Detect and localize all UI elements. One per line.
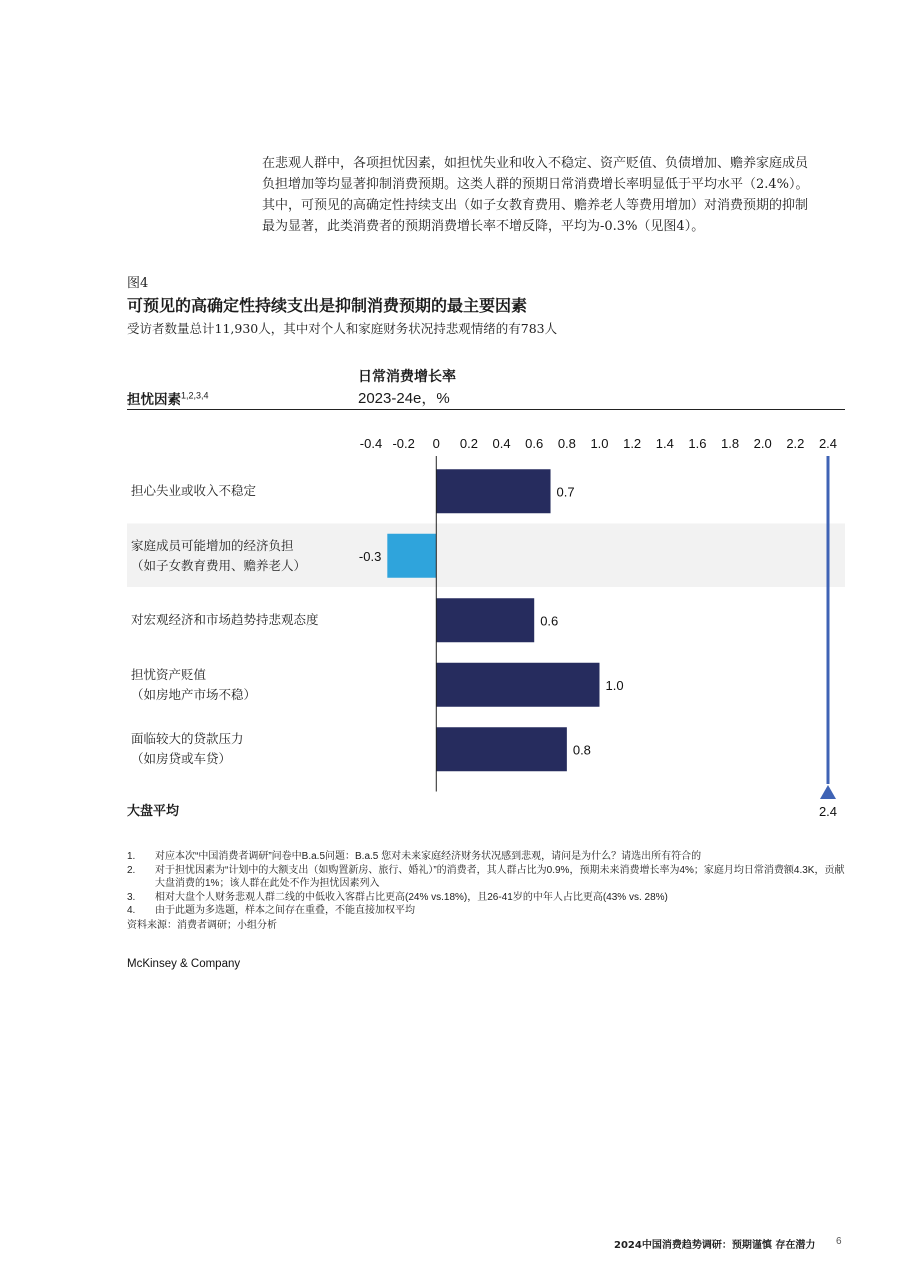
figure-title: 可预见的高确定性持续支出是抑制消费预期的最主要因素 [127, 296, 528, 315]
category-label-line: 家庭成员可能增加的经济负担 [131, 537, 294, 553]
category-label-line: （如房地产市场不稳） [131, 686, 257, 702]
footnote-number: 4. [127, 905, 136, 916]
x-tick-label: 1.6 [688, 436, 707, 451]
x-tick-label: 0.2 [459, 436, 478, 451]
footnote [127, 864, 845, 891]
bar [436, 727, 567, 771]
column-header-footnote-refs: 1,2,3,4 [181, 390, 209, 401]
bar [387, 534, 436, 578]
bar-value-label: -0.3 [358, 548, 382, 564]
column-header-factors-text: 担忧因素 [127, 392, 181, 408]
category-label [131, 481, 256, 501]
category-label-line: （如房贷或车贷） [131, 751, 232, 767]
intro-line: 其中，可预见的高确定性持续支出（如子女教育费用、赡养老人等费用增加）对消费预期的抑制 [262, 198, 809, 213]
intro-line: 在悲观人群中，各项担忧因素，如担忧失业和收入不稳定、资产贬值、负债增加、赡养家庭成员 [262, 156, 809, 171]
x-tick-label: 1.4 [655, 436, 674, 451]
bar [436, 663, 599, 707]
footnote-number: 1. [127, 851, 136, 862]
x-tick-label: 1.2 [623, 436, 642, 451]
footnote-text: 对应本次“中国消费者调研”问卷中B.a.5问题：B.a.5 您对未来家庭经济财务状况感到悲观，请问是为什么？请选出所有符合的 [155, 851, 702, 862]
category-label-line: 面临较大的贷款压力 [131, 731, 244, 747]
footnote-text: 相对大盘个人财务悲观人群二线的中低收入客群占比更高(24% vs.18%)，且26-41岁的中年人占比更高(43% vs. 28%) [155, 891, 668, 903]
footnote-number: 2. [127, 864, 136, 876]
category-label [131, 610, 319, 630]
average-label: 大盘平均 [127, 804, 180, 819]
category-label [131, 536, 306, 576]
bar [436, 598, 534, 642]
footnote [127, 904, 845, 918]
x-tick-label: 0.8 [557, 436, 576, 451]
category-label [131, 729, 244, 769]
footnote [127, 850, 845, 864]
bar [436, 469, 550, 513]
intro-line: 最为显著，此类消费者的预期消费增长率不增反降，平均为-0.3%（见图4）。 [262, 219, 705, 234]
page-number: 6 [836, 1236, 842, 1247]
brand-name: McKinsey & Company [127, 958, 241, 970]
footnote [127, 891, 845, 905]
figure-subtitle: 受访者数量总计11,930人，其中对个人和家庭财务状况持悲观情绪的有783人 [127, 321, 558, 336]
x-tick-label: 0.4 [492, 436, 511, 451]
x-tick-label: 0 [432, 436, 440, 451]
footnote-number: 3. [127, 891, 136, 903]
bar-value-label: 1.0 [605, 677, 624, 693]
column-header-period-unit: 2023-24e，% [358, 390, 450, 407]
footnote-text: 对于担忧因素为“计划中的大额支出（如购置新房、旅行、婚礼）”的消费者，其人群占比为0.9%，预期未来消费增长率为4%；家庭月均日常消费额4.3K，贡献大盘消费的1%；该人群在此处不作为担忧因素列入 [155, 864, 845, 889]
x-tick-label: 2.2 [786, 436, 805, 451]
bar-value-label: 0.8 [572, 742, 591, 758]
column-header-growth-rate: 日常消费增长率 [358, 369, 456, 385]
x-tick-label: 1.8 [721, 436, 740, 451]
x-tick-label: -0.2 [392, 436, 415, 451]
bar-value-label: 0.7 [556, 484, 575, 500]
x-tick-label: 1.0 [590, 436, 609, 451]
bar-value-label: 0.6 [540, 613, 559, 629]
figure-label: 图4 [127, 276, 149, 291]
source-note: 资料来源：消费者调研；小组分析 [127, 919, 277, 931]
category-label-line: 对宏观经济和市场趋势持悲观态度 [131, 612, 319, 628]
category-label-line: （如子女教育费用、赡养老人） [131, 557, 307, 573]
x-tick-label: 0.6 [525, 436, 544, 451]
footnotes [127, 850, 845, 932]
footnote-text: 由于此题为多选题，样本之间存在重叠，不能直接加权平均 [155, 905, 415, 916]
x-tick-label: 2.4 [818, 436, 838, 451]
average-marker [820, 785, 836, 799]
x-tick-label: 2.0 [753, 436, 772, 451]
category-label-line: 担心失业或收入不稳定 [131, 483, 257, 499]
footer-title: 2024中国消费趋势调研：预期谨慎 存在潜力 [614, 1240, 816, 1251]
intro-line: 负担增加等均显著抑制消费预期。这类人群的预期日常消费增长率明显低于平均水平（2.4%）。 [262, 177, 809, 192]
category-label [131, 665, 256, 705]
category-label-line: 担忧资产贬值 [131, 666, 207, 682]
x-tick-label: -0.4 [359, 436, 383, 451]
average-value-label: 2.4 [818, 804, 838, 819]
